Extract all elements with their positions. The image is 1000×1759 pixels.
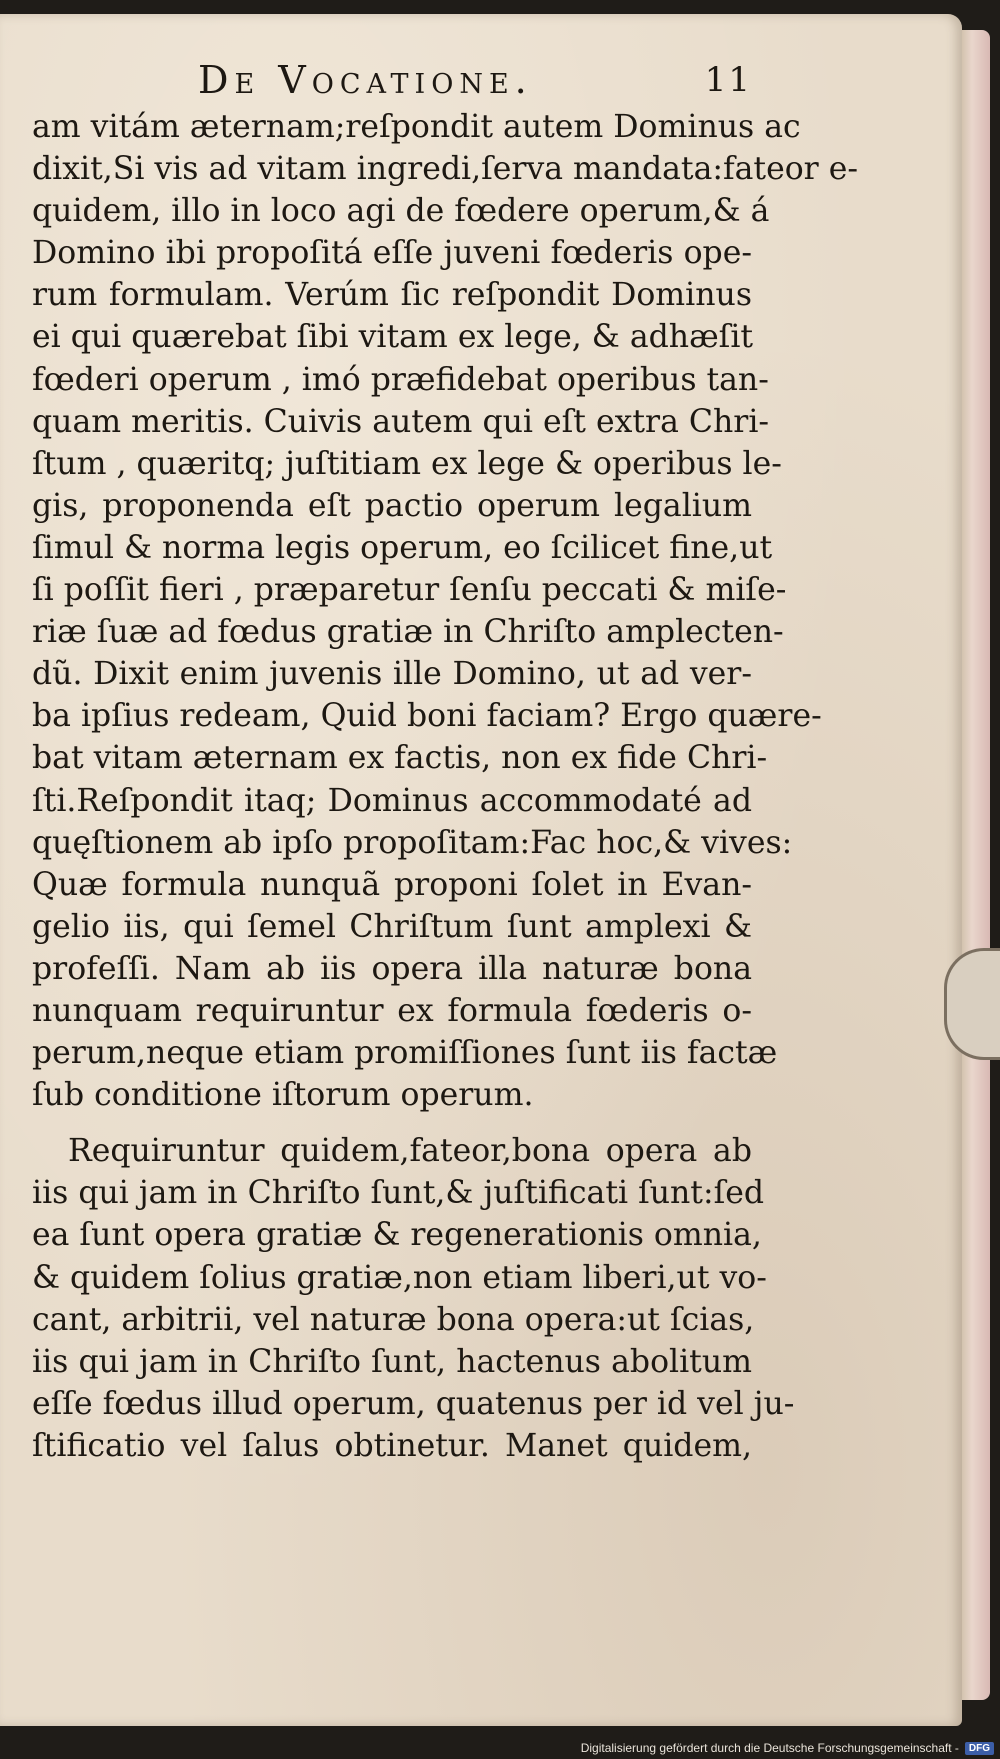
paragraph-2 — [32, 1130, 795, 1467]
text-line: cant, arbitrii, vel naturæ bona opera:ut ſcias, — [32, 1301, 755, 1338]
running-title: De Vocatione. — [198, 58, 533, 102]
text-line: quęſtionem ab ipſo propoſitam:Fac hoc,& vives: — [32, 824, 793, 861]
paragraph-1 — [32, 106, 859, 1116]
text-line: profeſſi. Nam ab iis opera illa naturæ bona — [32, 950, 752, 987]
page-clip — [944, 948, 1000, 1060]
text-line: ſi poſſit fieri , præparetur ſenſu peccati & miſe- — [32, 572, 787, 609]
text-line: ba ipſius redeam, Quid boni faciam? Ergo quære- — [32, 698, 822, 735]
credit-text: Digitalisierung gefördert durch die Deutsche Forschungsgemeinschaft - — [580, 1741, 959, 1755]
text-line: ei qui quærebat ſibi vitam ex lege, & adhæſit — [32, 319, 754, 356]
text-line: ea ſunt opera gratiæ & regenerationis omnia, — [32, 1217, 762, 1254]
running-header — [32, 58, 752, 106]
page-edge — [960, 30, 990, 1700]
text-line: ſtificatio vel ſalus obtinetur. Manet quidem, — [32, 1427, 752, 1464]
text-line: rum formulam. Verúm ſic reſpondit Dominus — [32, 277, 752, 314]
text-line: fœderi operum , imó præfidebat operibus tan- — [32, 361, 769, 398]
text-line: iis qui jam in Chriſto ſunt, hactenus abolitum — [32, 1343, 752, 1380]
text-line: quidem, illo in loco agi de fœdere operum,& á — [32, 193, 770, 230]
text-line: eſſe fœdus illud operum, quatenus per id vel ju- — [32, 1385, 795, 1422]
text-line: bat vitam æternam ex factis, non ex fide Chri- — [32, 740, 768, 777]
text-line: gelio iis, qui ſemel Chriſtum ſunt amplexi & — [32, 908, 752, 945]
text-line: Domino ibi propoſitá eſſe juveni fœderis ope- — [32, 235, 752, 272]
text-line: ſti.Reſpondit itaq; Dominus accommodaté ad — [32, 782, 752, 819]
text-line: & quidem ſolius gratiæ,non etiam liberi,ut vo- — [32, 1259, 767, 1296]
text-line: ſtum , quæritq; juſtitiam ex lege & operibus le- — [32, 445, 782, 482]
page-text — [32, 58, 859, 1467]
text-line: nunquam requiruntur ex formula fœderis o- — [32, 992, 752, 1029]
text-line: Quæ formula nunquã proponi ſolet in Evan- — [32, 866, 752, 903]
text-line: am vitám æternam;reſpondit autem Dominus ac — [32, 109, 801, 145]
text-line: dũ. Dixit enim juvenis ille Domino, ut ad ver- — [32, 656, 752, 693]
text-line: Requiruntur quidem,fateor,bona opera ab — [68, 1133, 752, 1170]
text-line: ſub conditione iſtorum operum. — [32, 1077, 534, 1114]
text-line: gis, proponenda eſt pactio operum legalium — [32, 487, 752, 524]
text-line: quam meritis. Cuivis autem qui eſt extra Chri- — [32, 403, 770, 440]
page-number: 11 — [704, 60, 752, 100]
text-line: riæ ſuæ ad fœdus gratiæ in Chriſto amplecten- — [32, 614, 784, 651]
text-line: ſimul & norma legis operum, eo ſcilicet fine,ut — [32, 529, 773, 566]
text-line: dixit,Si vis ad vitam ingredi,ſerva mandata:fateor e- — [32, 151, 859, 188]
digitization-credit — [581, 1741, 994, 1755]
dfg-logo: DFG — [965, 1742, 994, 1755]
text-line: perum,neque etiam promiſſiones ſunt iis factæ — [32, 1035, 778, 1072]
paragraph-gap — [32, 1116, 752, 1130]
text-line: iis qui jam in Chriſto ſunt,& juſtificati ſunt:ſed — [32, 1175, 765, 1212]
